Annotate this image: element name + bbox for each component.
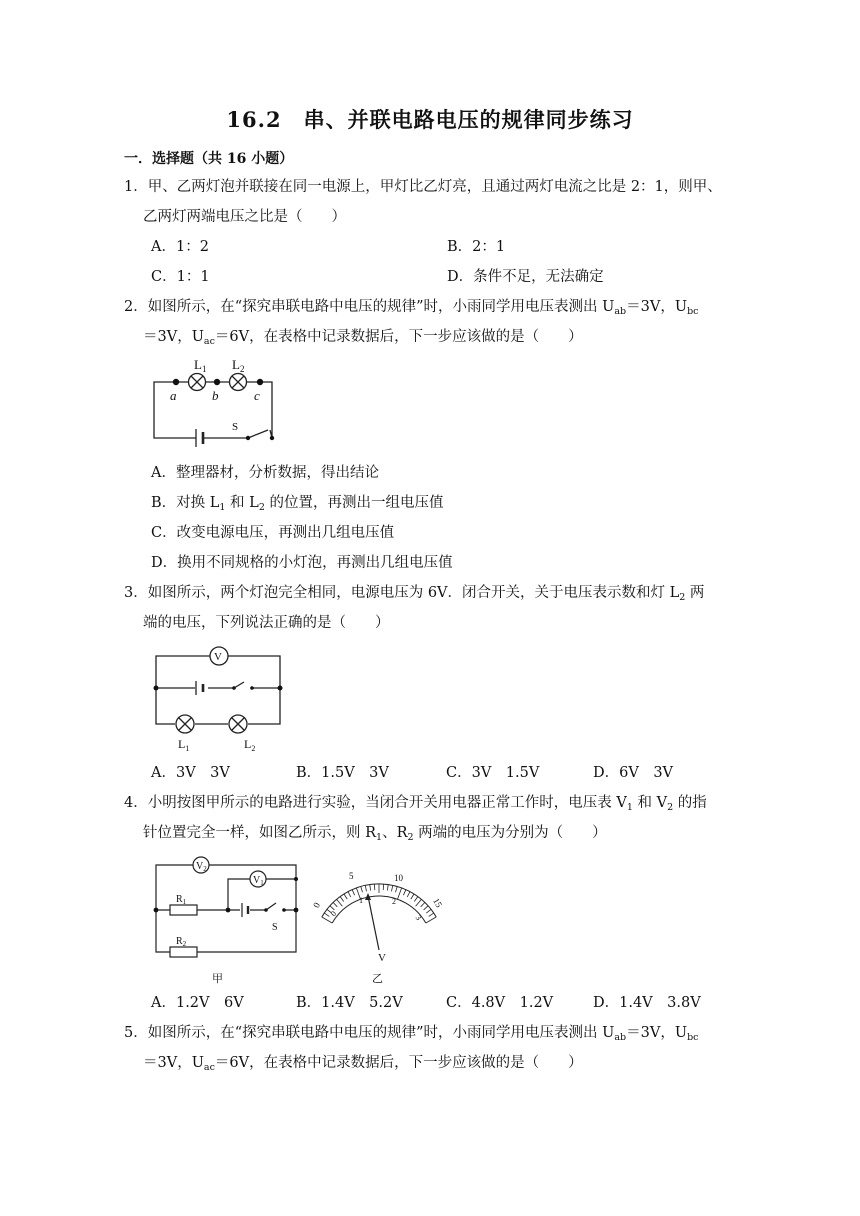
q2-label-b: b — [212, 388, 219, 403]
q2-stem-line1: 2．如图所示，在“探究串联电路中电压的规律”时，小雨同学用电压表测出 $U_{ab}=3V$，$U_{bc}$ — [124, 299, 699, 317]
q2-label-l1: $L_1$ — [194, 357, 207, 374]
q4-stem-line2: 针位置完全一样，如图乙所示，则 $R_1$、$R_2$ 两端的电压为分别为（ ） — [143, 825, 607, 843]
q2-stem-line2: ＝3V，$U_{ac}=6V$，在表格中记录数据后，下一步应该做的是（ ） — [143, 329, 583, 347]
q4-dial-tick — [411, 894, 414, 899]
q4-dial-tick — [365, 885, 366, 891]
q4-dial-tick — [414, 897, 418, 902]
page-title: 16.2 串、并联电路电压的规律同步练习 — [226, 107, 634, 132]
q4-dial-outer-0: 0 — [311, 900, 323, 910]
q1-option-d: D．条件不足，无法确定 — [447, 269, 604, 285]
q4-dial-tick — [337, 899, 343, 906]
q4-dial-tick — [426, 917, 436, 923]
q4-dial-tick — [398, 888, 402, 899]
q4-option-d: D．1.4V 3.8V — [593, 995, 701, 1011]
q4-dial-tick — [416, 899, 422, 906]
q4-dial-needle — [368, 896, 379, 950]
q4-dial-inner-1: 1 — [359, 896, 363, 905]
q2-label-a: a — [170, 388, 177, 403]
q4-dial-inner-2: 2 — [392, 897, 396, 906]
q4-dial-unit: V — [378, 952, 386, 964]
q3-label-l2: $L_2$ — [244, 737, 256, 753]
q4-v1-label: $V_1$ — [253, 875, 264, 887]
q3-option-d: D．6V 3V — [593, 765, 674, 781]
q4-r2-label: $R_2$ — [176, 936, 187, 948]
q4-voltmeter-dial-yi — [308, 864, 448, 984]
q5-stem-line1: 5．如图所示，在“探究串联电路中电压的规律”时，小雨同学用电压表测出 $U_{ab}=3V$，$U_{bc}$ — [124, 1025, 699, 1043]
q1-stem-line1: 1．甲、乙两灯泡并联接在同一电源上，甲灯比乙灯亮，且通过两灯电流之比是 2：1，则甲、 — [124, 179, 722, 195]
q4-option-a: A．1.2V 6V — [151, 995, 244, 1011]
q2-option-b: B．对换 $L_1$ 和 $L_2$ 的位置，再测出一组电压值 — [151, 495, 444, 513]
q2-label-l2: $L_2$ — [232, 357, 245, 374]
q4-dial-tick — [403, 890, 405, 896]
q4-dial-tick — [348, 892, 351, 897]
q4-dial-tick — [407, 892, 410, 897]
q2-circuit-diagram — [140, 352, 290, 447]
q4-dial-tick — [322, 917, 332, 923]
q1-stem-line2: 乙两灯两端电压之比是（ ） — [143, 209, 346, 225]
q4-dial-tick — [429, 913, 434, 916]
q3-label-l1: $L_1$ — [178, 737, 190, 753]
q4-dial-outer-10: 10 — [394, 873, 403, 883]
q3-stem-line2: 端的电压，下列说法正确的是（ ） — [143, 615, 390, 631]
q4-option-b: B．1.4V 5.2V — [296, 995, 403, 1011]
q2-option-c: C．改变电源电压，再测出几组电压值 — [151, 525, 395, 541]
q2-label-c: c — [254, 388, 260, 403]
q3-voltmeter-label: V — [214, 651, 222, 663]
q3-circuit-diagram — [148, 642, 288, 754]
q4-dial-tick — [387, 885, 388, 891]
q4-dial-tick — [424, 906, 428, 910]
q4-v2-label: $V_2$ — [196, 861, 207, 873]
q4-dial-tick — [361, 887, 363, 893]
q4-caption-jia: 甲 — [212, 973, 223, 985]
q2-option-a: A．整理器材，分析数据，得出结论 — [151, 465, 379, 481]
q3-stem-line1: 3．如图所示，两个灯泡完全相同，电源电压为 6V．闭合开关，关于电压表示数和灯 $L_2$ 两 — [124, 585, 705, 603]
q3-option-c: C．3V 1.5V — [446, 765, 540, 781]
q4-r1-label: $R_1$ — [176, 894, 187, 906]
q4-dial-tick — [370, 885, 371, 891]
q2-option-d: D．换用不同规格的小灯泡，再测出几组电压值 — [151, 555, 453, 571]
q5-stem-line2: ＝3V，$U_{ac}=6V$，在表格中记录数据后，下一步应该做的是（ ） — [143, 1055, 583, 1073]
q4-stem-line1: 4．小明按图甲所示的电路进行实验，当闭合开关用电器正常工作时，电压表 $V_1$ 和 $V_2$ 的指 — [124, 795, 707, 813]
q4-dial-tick — [396, 887, 398, 893]
q4-dial-tick — [392, 885, 393, 891]
q4-dial-tick — [324, 913, 329, 916]
q4-option-c: C．4.8V 1.2V — [446, 995, 554, 1011]
q3-option-a: A．3V 3V — [151, 765, 230, 781]
q4-dial-inner-0: 0 — [328, 909, 339, 919]
q4-dial-tick — [352, 890, 354, 896]
q1-option-b: B．2：1 — [447, 239, 506, 255]
q1-option-a: A．1：2 — [151, 239, 209, 255]
q1-option-c: C．1：1 — [151, 269, 210, 285]
q4-dial-tick — [426, 909, 431, 913]
q2-label-switch: S — [232, 421, 239, 433]
q4-dial-inner-3: 3 — [413, 913, 424, 922]
q4-dial-tick — [421, 903, 425, 907]
q4-dial-tick — [340, 897, 344, 902]
q4-dial-outer-5: 5 — [349, 871, 354, 881]
q4-caption-yi: 乙 — [372, 973, 383, 985]
q4-switch-label: S — [272, 922, 278, 933]
q4-circuit-diagram-jia — [148, 852, 308, 984]
q4-dial-tick — [333, 903, 337, 907]
section-heading: 一．选择题（共 16 小题） — [124, 151, 294, 167]
q4-dial-tick — [344, 894, 347, 899]
q4-dial-outer-15: 15 — [431, 896, 445, 910]
q3-option-b: B．1.5V 3V — [296, 765, 389, 781]
